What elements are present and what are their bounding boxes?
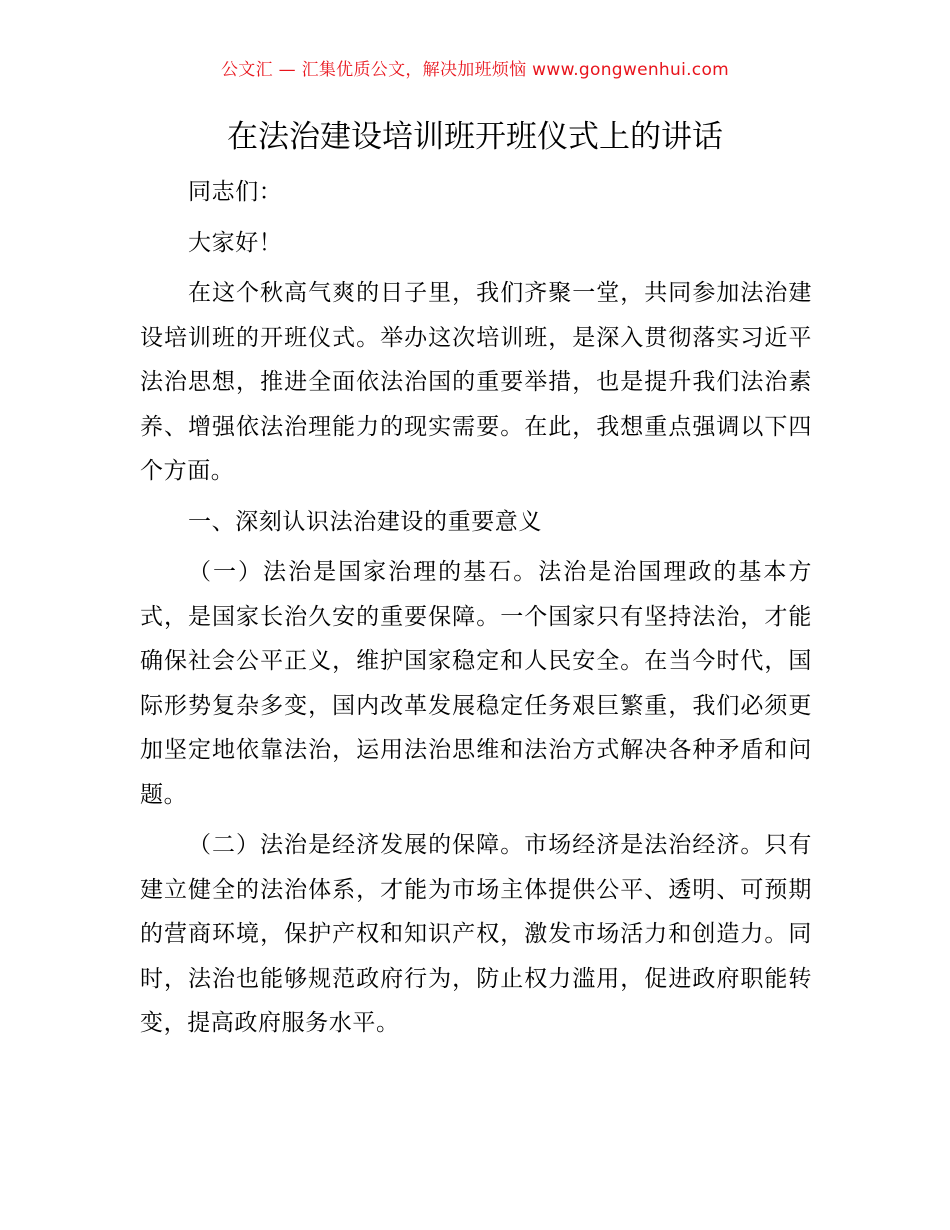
site-banner: 公文汇 — 汇集优质公文，解决加班烦恼 www.gongwenhui.com [220, 60, 730, 80]
point-1-paragraph: （一）法治是国家治理的基石。法治是治国理政的基本方式，是国家长治久安的重要保障。一个国家只有坚持法治，才能确保社会公平正义，维护国家稳定和人民安全。在当今时代，国际形势复杂多变，国内改革发展稳定任务艰巨繁重，我们必须更加坚定地依靠法治，运用法治思维和法治方式解决各种矛盾和问题。 [140, 559, 812, 808]
intro-paragraph: 在这个秋高气爽的日子里，我们齐聚一堂，共同参加法治建设培训班的开班仪式。举办这次培训班，是深入贯彻落实习近平法治思想，推进全面依法治国的重要举措，也是提升我们法治素养、增强依法治理能力的现实需要。在此，我想重点强调以下四个方面。 [140, 280, 812, 484]
document-body [140, 170, 812, 1052]
point-2-paragraph: （二）法治是经济发展的保障。市场经济是法治经济。只有建立健全的法治体系，才能为市场主体提供公平、透明、可预期的营商环境，保护产权和知识产权，激发市场活力和创造力。同时，法治也能够规范政府行为，防止权力滥用，促进政府职能转变，提高政府服务水平。 [140, 832, 812, 1036]
salutation: 同志们： [188, 179, 283, 205]
greeting: 大家好！ [188, 229, 283, 256]
page-title: 在法治建设培训班开班仪式上的讲话 [227, 119, 723, 155]
section-heading: 一、深刻认识法治建设的重要意义 [188, 508, 542, 535]
